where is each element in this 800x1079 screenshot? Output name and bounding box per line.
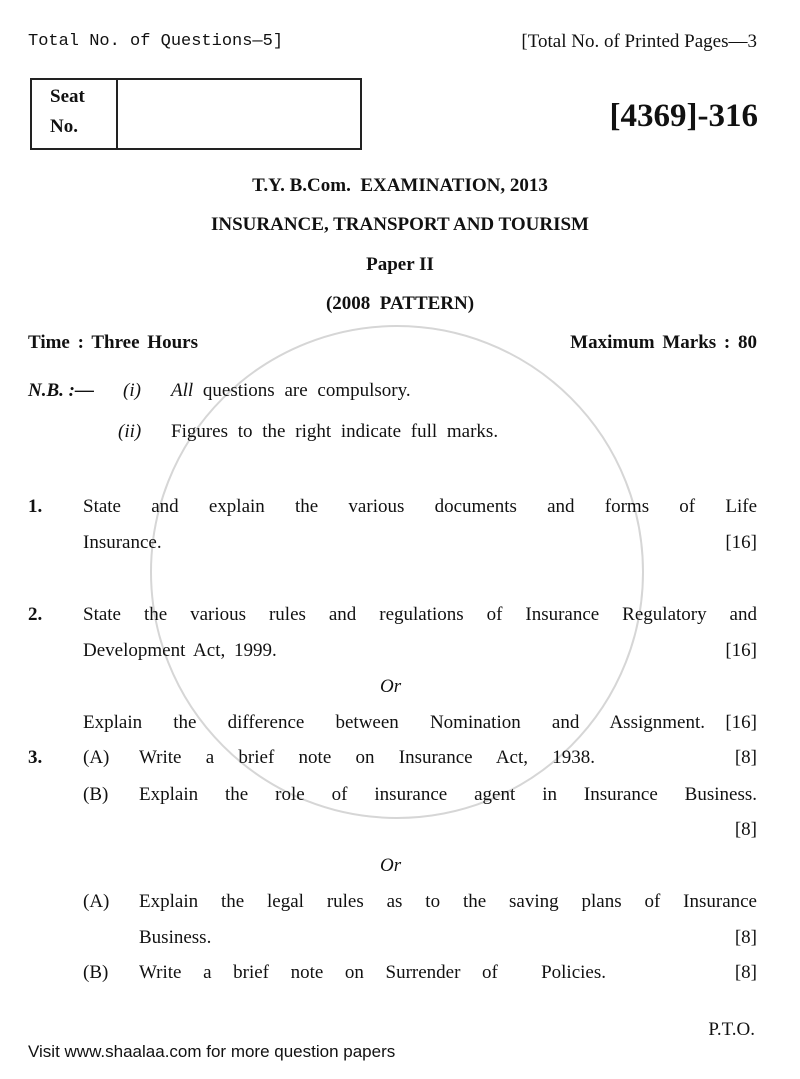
q3b-text: Explain the role of insurance agent in Insurance Business. (139, 784, 757, 805)
q2-line2: Development Act, 1999. (83, 640, 277, 661)
q2-marks: [16] (725, 640, 757, 661)
seat-label-2: No. (50, 116, 78, 137)
q3b2-marks: [8] (734, 962, 757, 983)
q3a2-label: (A) (83, 891, 110, 912)
q2-alt: Explain the difference between Nomination and Assignment. (83, 712, 705, 733)
q3-or: Or (380, 855, 402, 876)
q3a-label: (A) (83, 747, 110, 768)
q3a2-line1: Explain the legal rules as to the saving plans of Insurance (139, 891, 757, 912)
note-i (171, 380, 411, 402)
pto: P.T.O. (708, 1019, 755, 1040)
q3a2-line2: Business. (139, 927, 212, 948)
total-pages: [Total No. of Printed Pages—3 (521, 31, 757, 52)
note-i-num: (i) (123, 380, 141, 401)
note-ii-num: (ii) (118, 421, 142, 442)
seat-label-1: Seat (50, 86, 85, 107)
q3a2-marks: [8] (734, 927, 757, 948)
subject-title: INSURANCE, TRANSPORT AND TOURISM (210, 214, 589, 235)
q2-line1: State the various rules and regulations of Insurance Regulatory and (83, 604, 757, 625)
note-i-text: questions are compulsory. (202, 380, 411, 401)
q2-or: Or (380, 676, 402, 697)
note-ii-text: Figures to the right indicate full marks. (171, 421, 499, 442)
q2-number: 2. (28, 604, 43, 625)
nb-label: N.B. :— (28, 380, 94, 401)
paper-code: [4369]-316 (609, 98, 758, 134)
q3b2-label: (B) (83, 962, 109, 983)
q1-marks: [16] (725, 532, 757, 553)
q3b2-text: Write a brief note on Surrender of Policies. (139, 962, 606, 983)
footer-link[interactable]: Visit www.shaalaa.com for more question papers (28, 1042, 396, 1061)
q1-number: 1. (28, 496, 43, 517)
max-marks: Maximum Marks : 80 (570, 332, 757, 353)
q1-line1: State and explain the various documents and forms of Life (83, 496, 757, 517)
q3-number: 3. (28, 747, 43, 768)
seat-number-box (30, 78, 362, 150)
note-i-em: All (171, 380, 194, 401)
total-questions: Total No. of Questions—5] (28, 32, 284, 51)
q3a-text: Write a brief note on Insurance Act, 1938. (139, 747, 595, 768)
q1-line2: Insurance. (83, 532, 162, 553)
exam-title: T.Y. B.Com. EXAMINATION, 2013 (252, 175, 548, 196)
q2-alt-marks: [16] (725, 712, 757, 733)
q3b-label: (B) (83, 784, 109, 805)
time: Time : Three Hours (28, 332, 198, 353)
q3a-marks: [8] (734, 747, 757, 768)
paper-title: Paper II (366, 254, 434, 275)
q3b-marks: [8] (734, 819, 757, 840)
pattern: (2008 PATTERN) (325, 293, 475, 314)
seat-label (32, 80, 118, 148)
